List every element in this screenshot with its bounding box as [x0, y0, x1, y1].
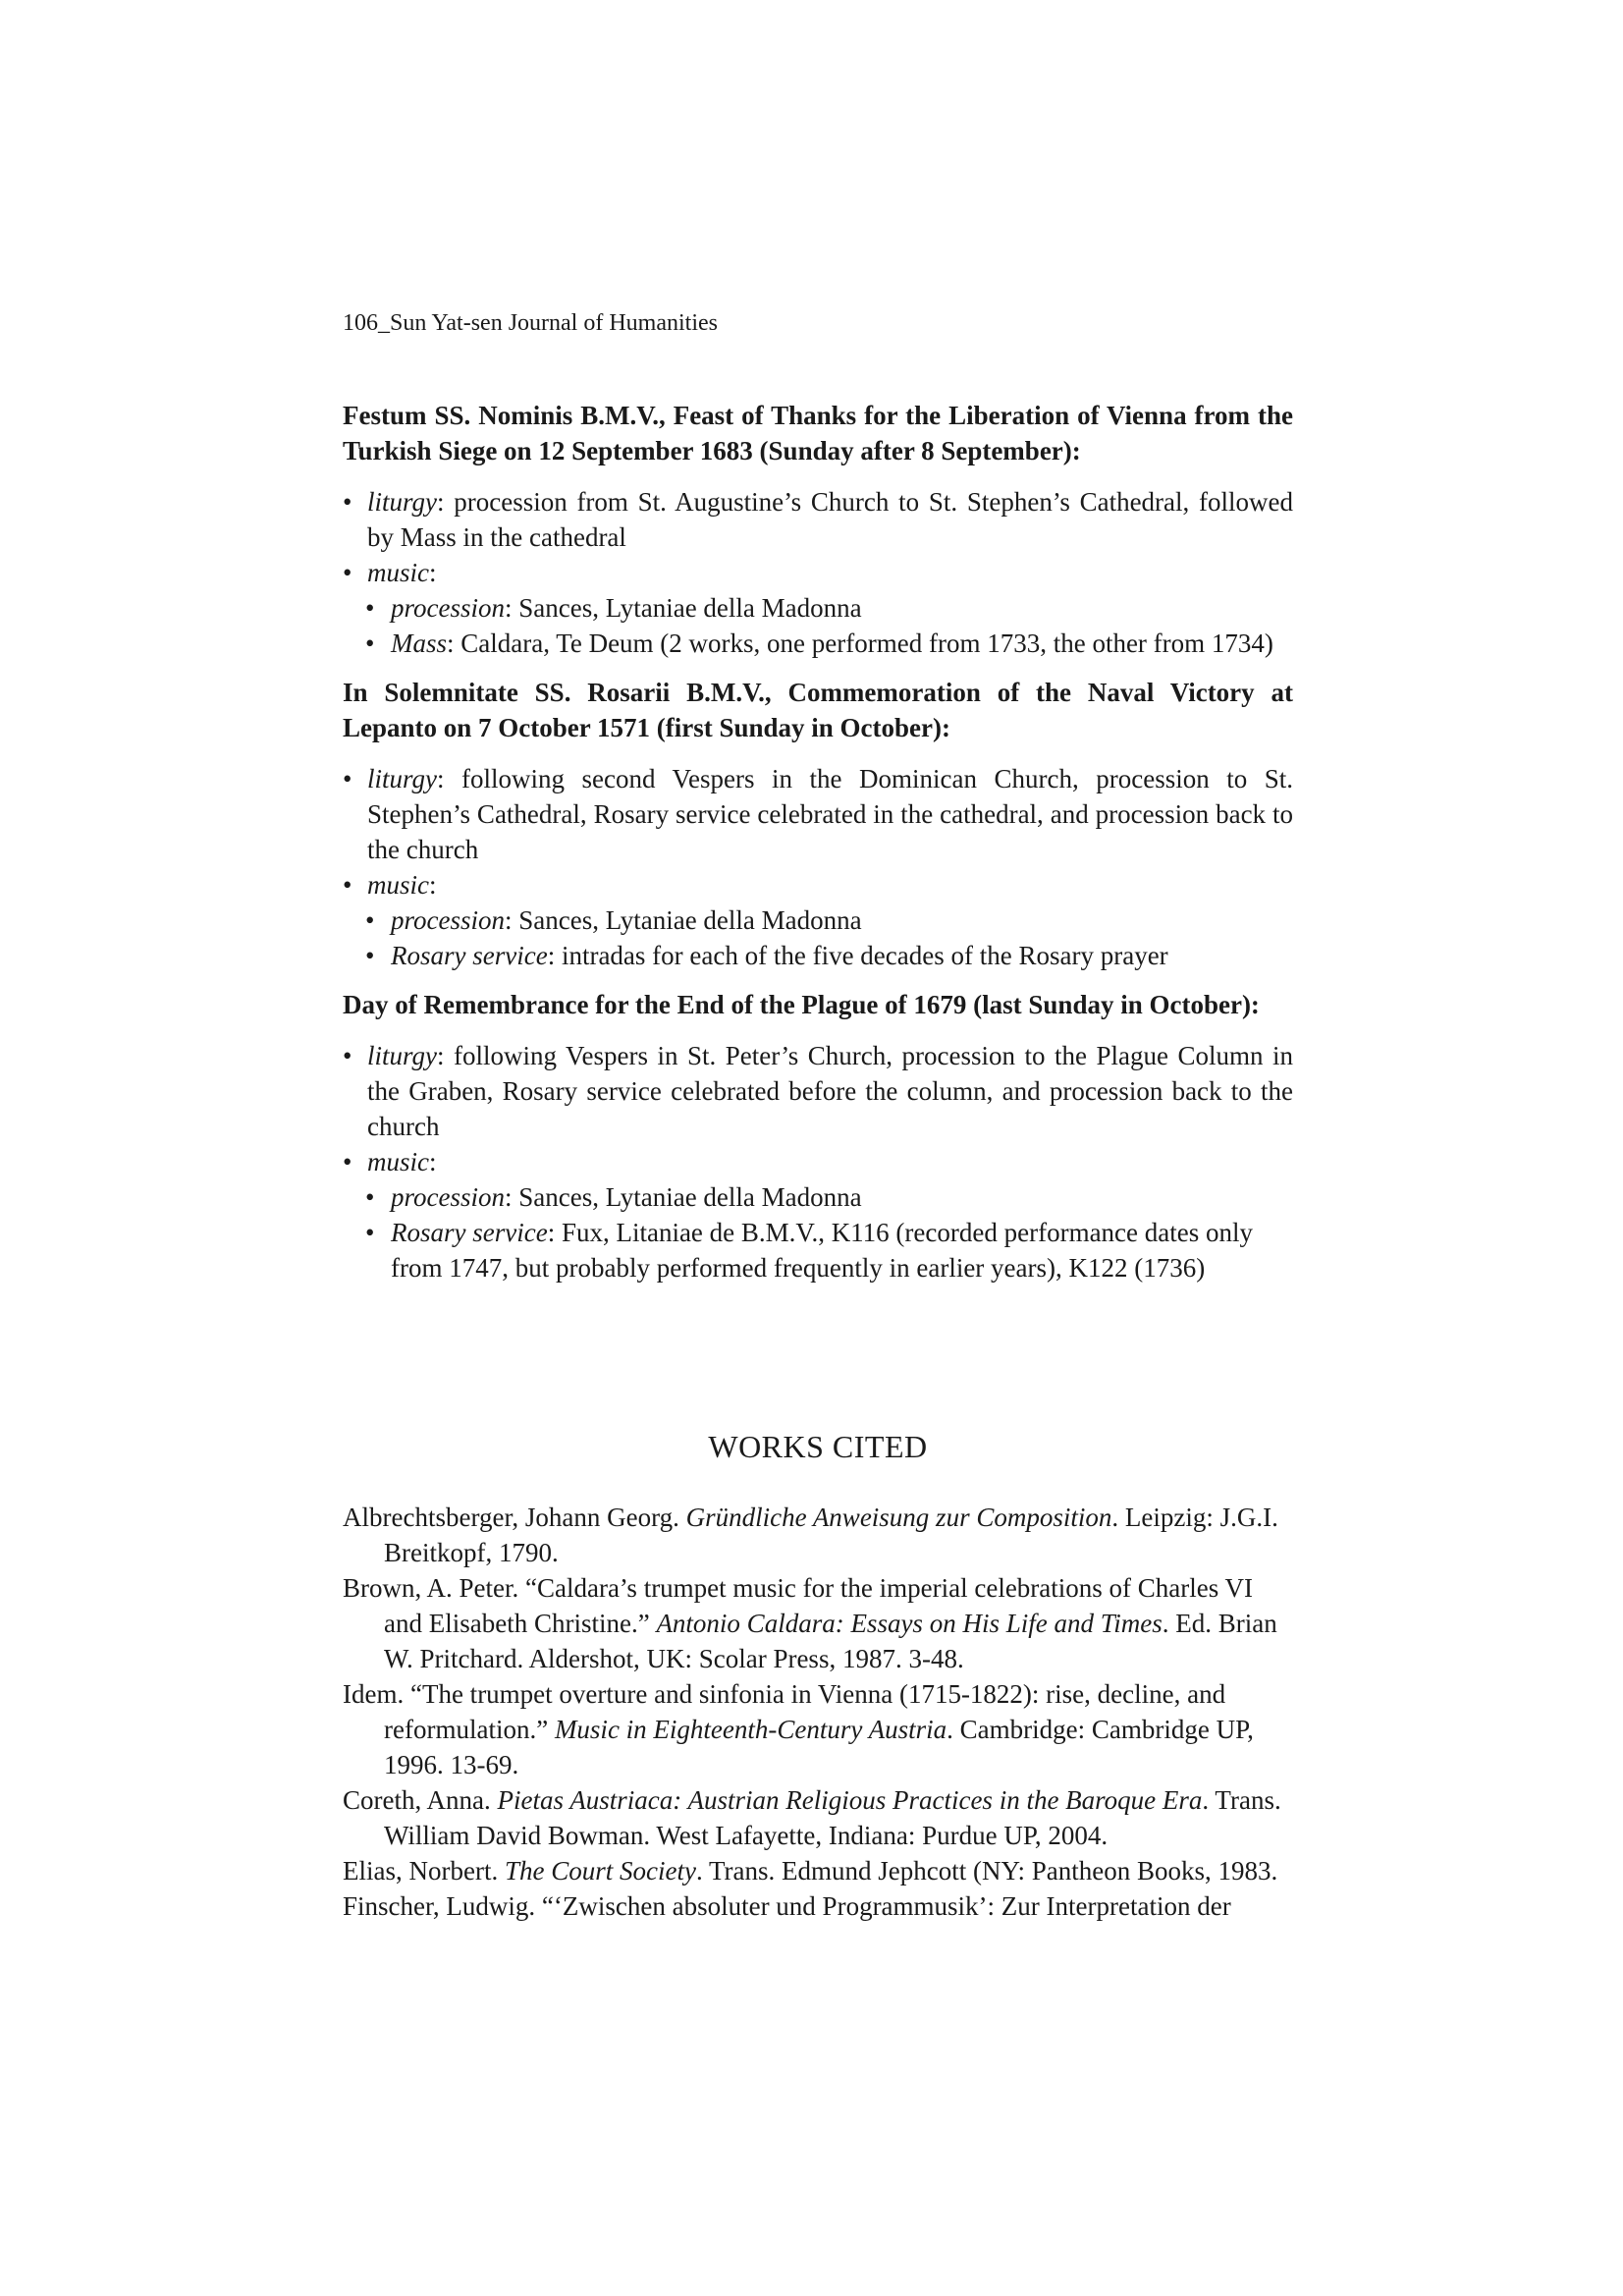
list-item-liturgy: [343, 484, 1293, 555]
reference-details: . Cambridge: Cambridge UP, 1996. 13-69.: [384, 1715, 1254, 1779]
list-item-music: [343, 867, 1293, 902]
item-label: music: [367, 870, 429, 900]
list-item-music: [343, 555, 1293, 590]
reference-title: The Court Society: [504, 1856, 696, 1886]
list-item-liturgy: [343, 1038, 1293, 1144]
works-cited-heading: WORKS CITED: [708, 1429, 928, 1464]
item-text: : Sances, Lytaniae della Madonna: [505, 1182, 862, 1212]
item-label: music: [367, 558, 429, 587]
item-text: : following second Vespers in the Dominican Church, procession to St. Stephen’s Cathedral, Rosary service celebrated in the cathedral, and procession back to the church: [367, 764, 1293, 864]
list-item-music: [343, 1144, 1293, 1179]
reference-title: Gründliche Anweisung zur Composition: [685, 1503, 1112, 1532]
reference-entry: [343, 1888, 1293, 1924]
item-text: : Sances, Lytaniae della Madonna: [505, 593, 862, 623]
item-text: : Caldara, Te Deum (2 works, one performed from 1733, the other from 1734): [447, 629, 1273, 658]
item-label: procession: [391, 1182, 505, 1212]
item-text: : procession from St. Augustine’s Church to St. Stephen’s Cathedral, followed by Mass in the cathedral: [367, 487, 1293, 552]
item-label: liturgy: [367, 764, 437, 793]
reference-details: . Trans. Edmund Jephcott (NY: Pantheon Books, 1983.: [695, 1856, 1278, 1886]
reference-author: Albrechtsberger, Johann Georg.: [343, 1503, 686, 1532]
reference-author: Idem. “The trumpet overture and sinfonia in Vienna (1715-1822): rise, decline, and reformulation.”: [343, 1679, 1226, 1744]
item-text: : following Vespers in St. Peter’s Church, procession to the Plague Column in the Graben, Rosary service celebrated before the column, and procession back to the church: [367, 1041, 1293, 1141]
item-label: Rosary service: [391, 1218, 548, 1247]
main-content: [343, 398, 1293, 1285]
item-text: : intradas for each of the five decades of the Rosary prayer: [547, 941, 1168, 970]
item-text: : Sances, Lytaniae della Madonna: [505, 905, 862, 935]
item-label: Rosary service: [391, 941, 548, 970]
item-text: : Fux, Litaniae de B.M.V., K116 (recorded performance dates only from 1747, but probably performed frequently in earlier years), K122 (1736): [391, 1218, 1253, 1283]
item-label: Mass: [391, 629, 448, 658]
section-heading: In Solemnitate SS. Rosarii B.M.V., Commemoration of the Naval Victory at Lepanto on 7 October 1571 (first Sunday in October):: [343, 678, 1293, 742]
reference-entry: [343, 1570, 1293, 1676]
reference-entry: [343, 1853, 1293, 1888]
item-label: music: [367, 1147, 429, 1176]
section-heading: Day of Remembrance for the End of the Plague of 1679 (last Sunday in October):: [343, 990, 1260, 1019]
reference-author: Elias, Norbert.: [343, 1856, 505, 1886]
item-text: :: [429, 870, 437, 900]
reference-entry: [343, 1676, 1293, 1782]
item-label: liturgy: [367, 1041, 437, 1070]
bullet-list: [343, 484, 1293, 661]
sub-list-item: [343, 1215, 1293, 1285]
reference-title: Antonio Caldara: Essays on His Life and Times: [656, 1609, 1163, 1638]
bullet-list: [343, 1038, 1293, 1285]
reference-entry: [343, 1500, 1293, 1570]
reference-author: Coreth, Anna.: [343, 1785, 498, 1815]
reference-title: Music in Eighteenth-Century Austria: [554, 1715, 947, 1744]
reference-entry: [343, 1782, 1293, 1853]
list-item-liturgy: [343, 761, 1293, 867]
reference-author: Brown, A. Peter. “Caldara’s trumpet music for the imperial celebrations of Charles VI and Elisabeth Christine.”: [343, 1573, 1254, 1638]
reference-list: [343, 1500, 1293, 1924]
running-head: 106_Sun Yat-sen Journal of Humanities: [343, 310, 718, 336]
item-label: procession: [391, 905, 505, 935]
item-label: liturgy: [367, 487, 437, 517]
reference-details: . Ed. Brian W. Pritchard. Aldershot, UK: Scolar Press, 1987. 3-48.: [384, 1609, 1277, 1673]
sub-list-item: [343, 938, 1293, 973]
sub-list-item: [343, 902, 1293, 938]
sub-list-item: [343, 1179, 1293, 1215]
item-label: procession: [391, 593, 505, 623]
reference-details: . Leipzig: J.G.I. Breitkopf, 1790.: [384, 1503, 1278, 1567]
sub-list-item: [343, 590, 1293, 626]
item-text: :: [429, 558, 437, 587]
reference-details: . Trans. William David Bowman. West Lafayette, Indiana: Purdue UP, 2004.: [384, 1785, 1281, 1850]
reference-author: Finscher, Ludwig. “‘Zwischen absoluter und Programmusik’: Zur Interpretation der: [343, 1891, 1231, 1921]
item-text: :: [429, 1147, 437, 1176]
bullet-list: [343, 761, 1293, 973]
reference-title: Pietas Austriaca: Austrian Religious Practices in the Baroque Era: [497, 1785, 1203, 1815]
section-heading: Festum SS. Nominis B.M.V., Feast of Thanks for the Liberation of Vienna from the Turkish Siege on 12 September 1683 (Sunday after 8 September):: [343, 401, 1293, 465]
sub-list-item: [343, 626, 1293, 661]
